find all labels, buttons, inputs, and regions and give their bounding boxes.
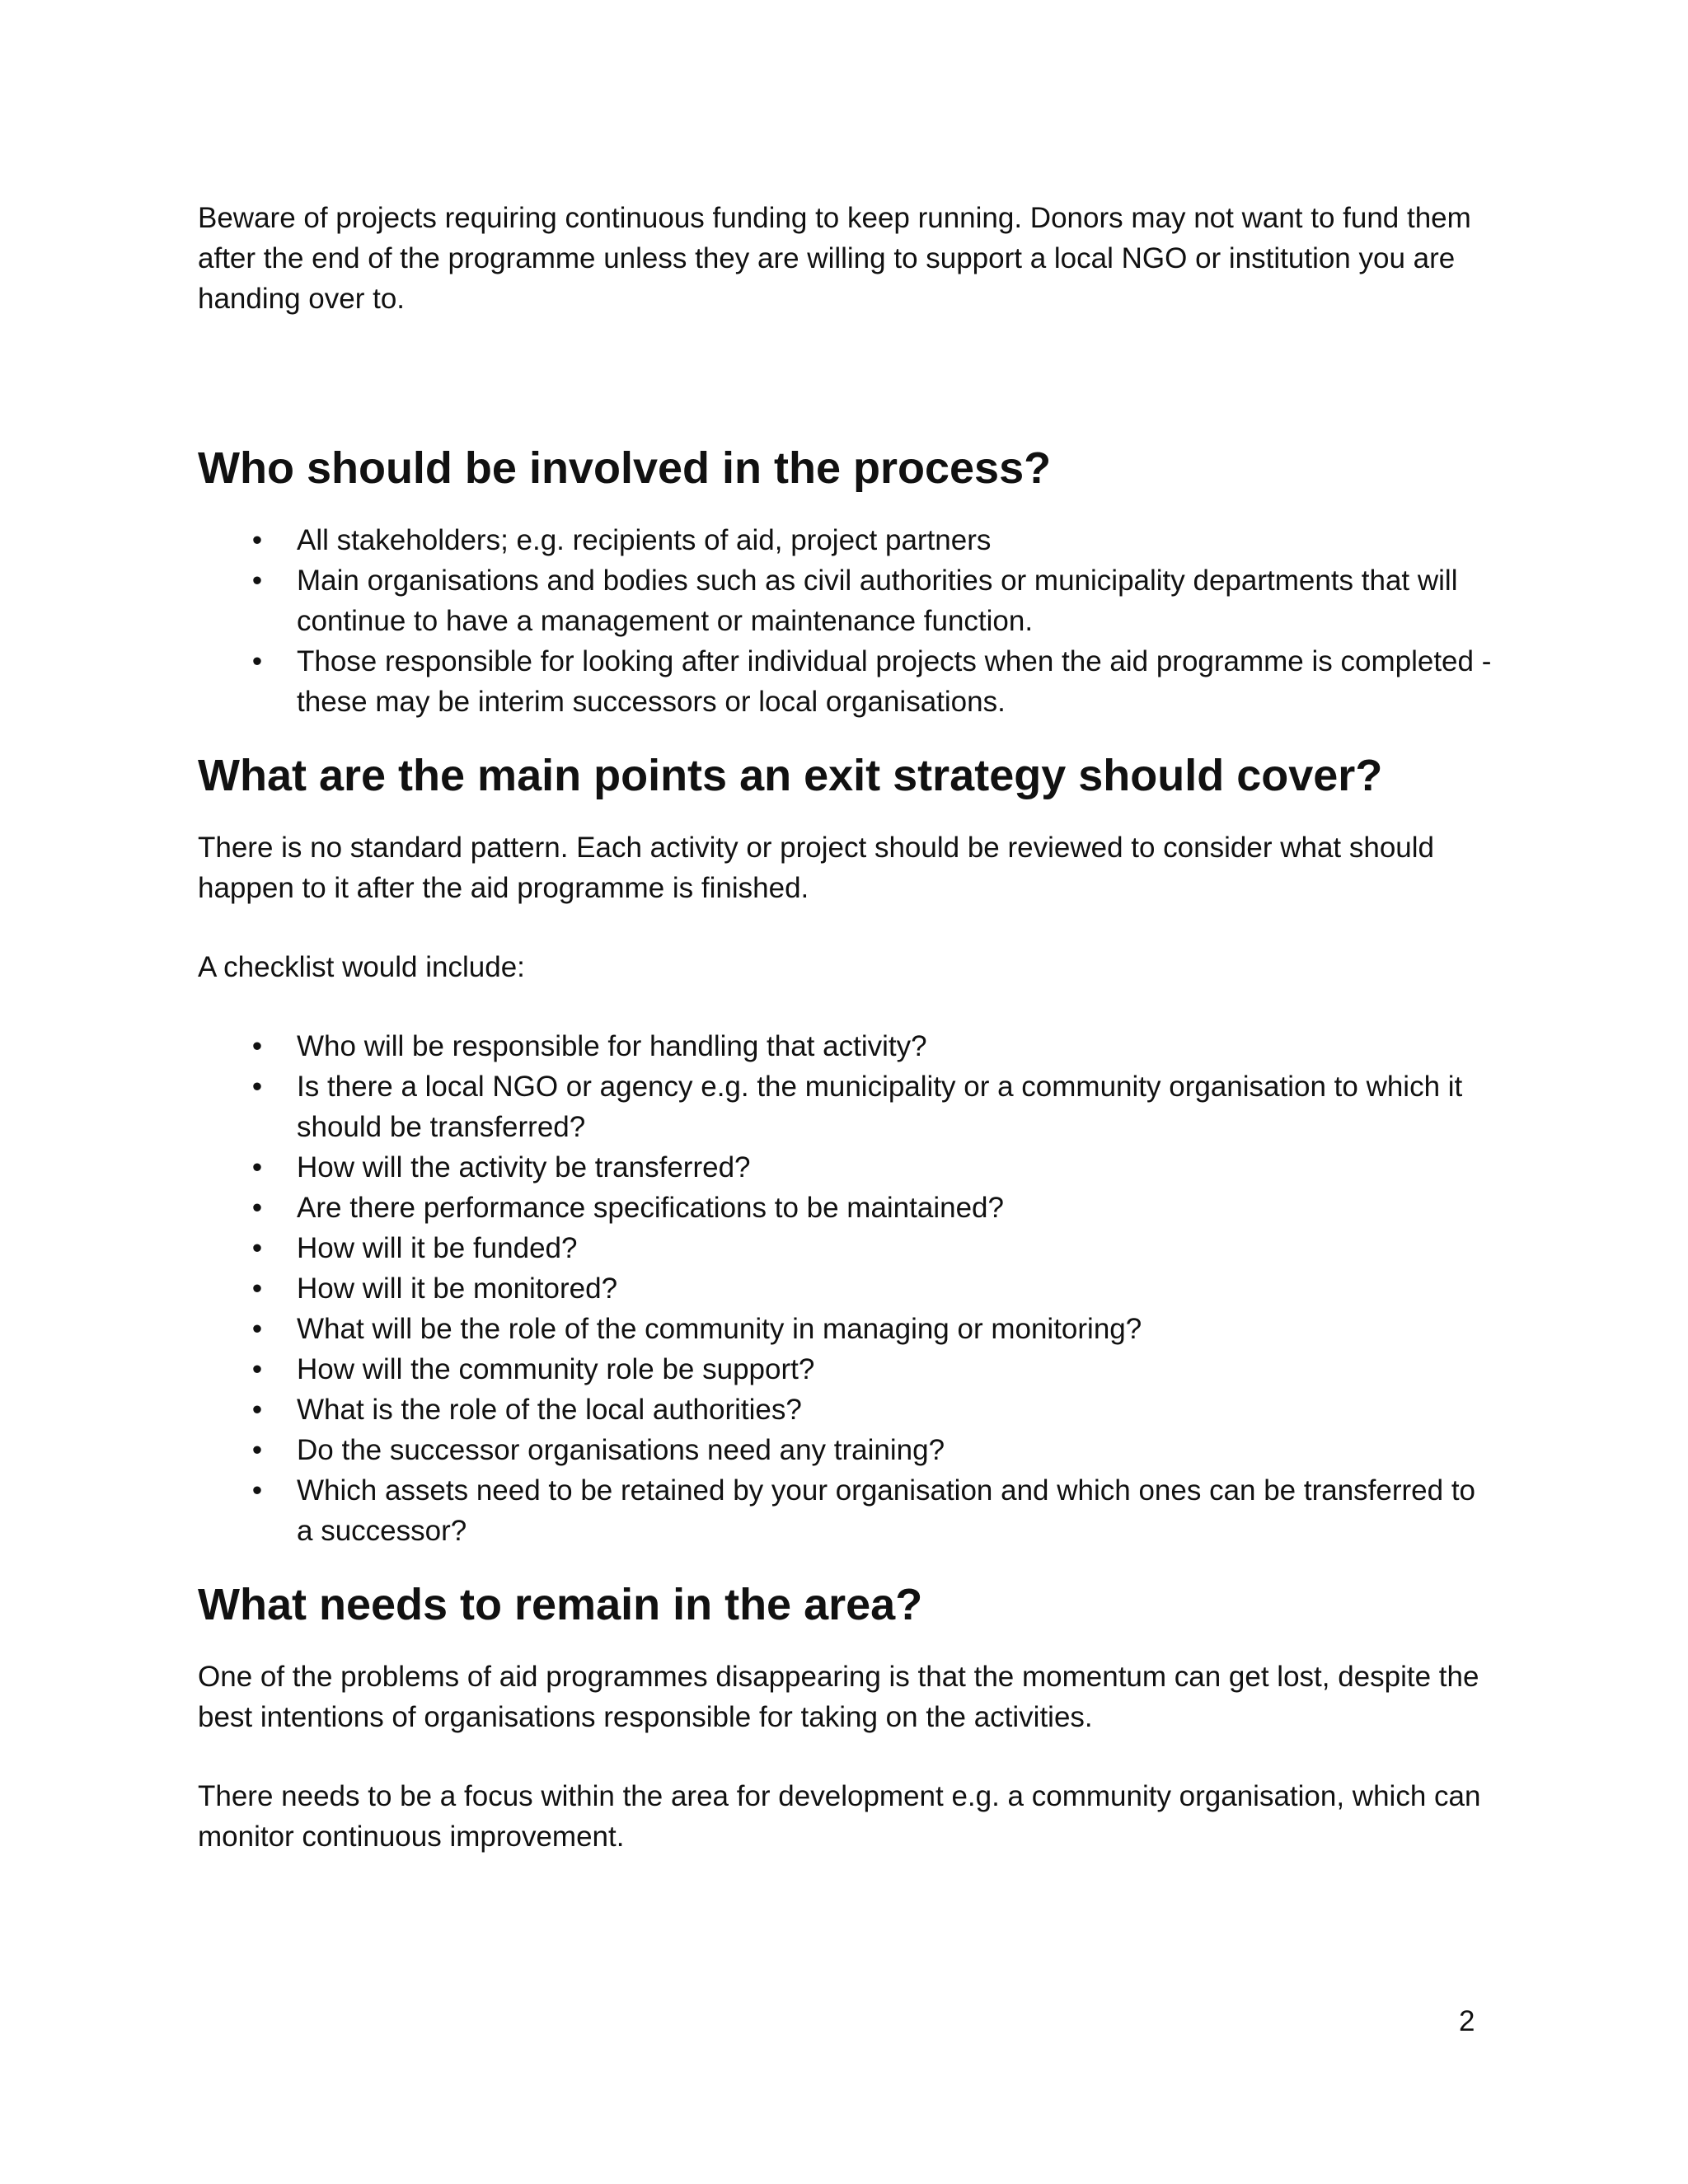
bullet-icon: • (251, 1030, 263, 1062)
list-item: • How will the community role be support? (198, 1349, 1492, 1390)
section1-heading: Who should be involved in the process? (198, 443, 1052, 493)
list-item: • How will it be monitored? (198, 1268, 1492, 1309)
bullet-icon: • (251, 1151, 263, 1183)
bullet-icon: • (251, 1272, 263, 1305)
list-item: • Main organisations and bodies such as civil authorities or municipality departments that will continue to have a management or maintenance function. (198, 560, 1492, 641)
list-item: • Those responsible for looking after individual projects when the aid programme is completed - these may be interim successors or local organisations. (198, 641, 1492, 722)
bullet-icon: • (251, 524, 263, 556)
section3-paragraph-2: There needs to be a focus within the area for development e.g. a community organisation, which can monitor continuous improvement. (198, 1780, 1481, 1853)
bullet-icon: • (251, 1071, 263, 1103)
list-item: • What is the role of the local authorities? (198, 1390, 1492, 1430)
list-item: • Is there a local NGO or agency e.g. the municipality or a community organisation to which it should be transferred? (198, 1066, 1492, 1147)
bullet-icon: • (251, 1313, 263, 1345)
list-item: • Are there performance specifications to be maintained? (198, 1188, 1492, 1228)
list-item: • All stakeholders; e.g. recipients of aid, project partners (198, 520, 1492, 560)
section3-paragraph-1: One of the problems of aid programmes disappearing is that the momentum can get lost, despite the best intentions of organisations responsible for taking on the activities. (198, 1661, 1479, 1733)
bullet-icon: • (251, 1474, 263, 1507)
list-item: • How will it be funded? (198, 1228, 1492, 1268)
bullet-icon: • (251, 1192, 263, 1224)
bullet-icon: • (251, 1434, 263, 1466)
section2-paragraph-1: There is no standard pattern. Each activity or project should be reviewed to consider what should happen to it after the aid programme is finished. (198, 832, 1434, 904)
page-number: 2 (1459, 2005, 1475, 2037)
list-item: • Which assets need to be retained by your organisation and which ones can be transferred to a successor? (198, 1470, 1492, 1551)
bullet-icon: • (251, 565, 263, 597)
bullet-icon: • (251, 1353, 263, 1385)
list-item: • What will be the role of the community in managing or monitoring? (198, 1309, 1492, 1349)
document-page (198, 198, 1492, 1857)
section1-bullet-list (198, 520, 1492, 722)
list-item: • How will the activity be transferred? (198, 1147, 1492, 1188)
intro-paragraph: Beware of projects requiring continuous funding to keep running. Donors may not want to fund them after the end of the programme unless they are willing to support a local NGO or institution you are handing over to. (198, 202, 1471, 315)
list-item: • Who will be responsible for handling that activity? (198, 1026, 1492, 1066)
list-item: • Do the successor organisations need any training? (198, 1430, 1492, 1470)
section2-checklist (198, 1026, 1492, 1551)
section3-heading: What needs to remain in the area? (198, 1580, 923, 1629)
bullet-icon: • (251, 1394, 263, 1426)
bullet-icon: • (251, 1232, 263, 1264)
section2-paragraph-2: A checklist would include: (198, 951, 525, 983)
section2-heading: What are the main points an exit strategy should cover? (198, 751, 1383, 800)
bullet-icon: • (251, 645, 263, 677)
